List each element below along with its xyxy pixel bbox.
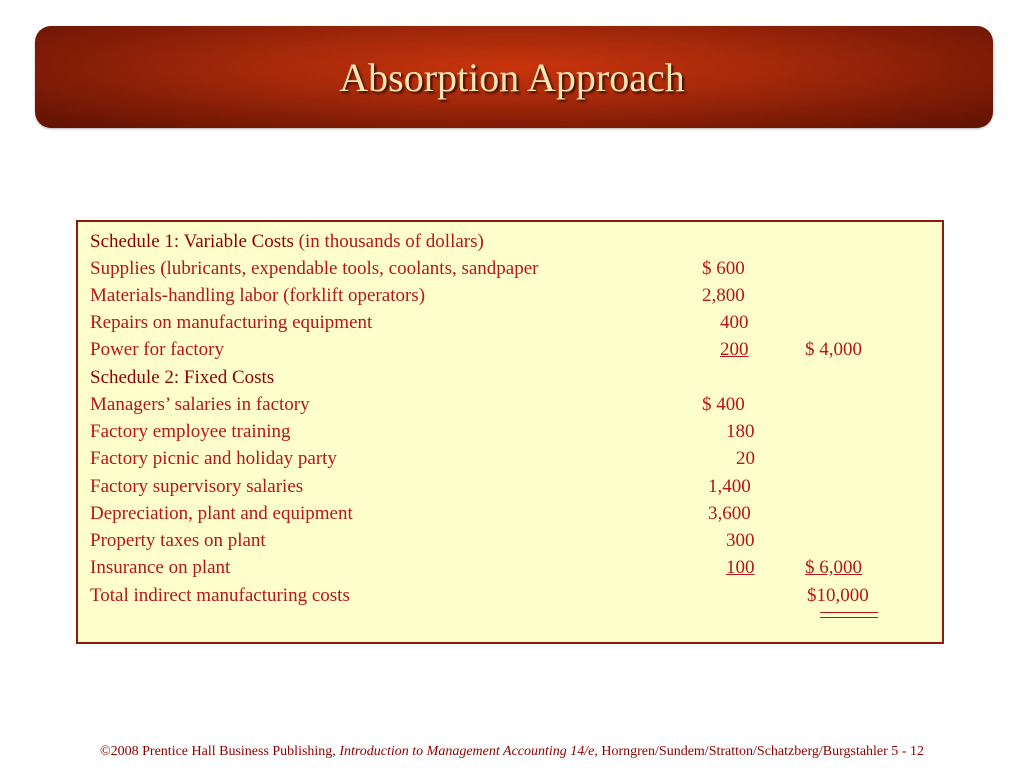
cost-amount: 100 bbox=[726, 557, 755, 578]
schedule1-total: $ 4,000 bbox=[805, 339, 862, 360]
total-label: Total indirect manufacturing costs bbox=[90, 585, 350, 606]
cost-amount: 3,600 bbox=[708, 503, 751, 524]
cost-amount: 300 bbox=[726, 530, 755, 551]
cost-label: Factory employee training bbox=[90, 421, 291, 442]
cost-label: Depreciation, plant and equipment bbox=[90, 503, 353, 524]
cost-label: Supplies (lubricants, expendable tools, coolants, sandpaper bbox=[90, 258, 539, 279]
cost-amount: $ 400 bbox=[702, 394, 745, 415]
cost-amount: 200 bbox=[720, 339, 749, 360]
copyright-footer bbox=[0, 742, 1024, 762]
cost-label: Factory supervisory salaries bbox=[90, 476, 304, 497]
cost-amount: 180 bbox=[726, 421, 755, 442]
cost-schedule-box bbox=[76, 220, 944, 644]
footer-prefix: ©2008 Prentice Hall Business Publishing, bbox=[100, 744, 340, 759]
grand-total: $10,000 bbox=[807, 585, 869, 606]
schedule2-total: $ 6,000 bbox=[805, 557, 862, 578]
cost-label: Factory picnic and holiday party bbox=[90, 448, 337, 469]
cost-label: Managers’ salaries in factory bbox=[90, 394, 310, 415]
cost-amount: 1,400 bbox=[708, 476, 751, 497]
footer-book-title: Introduction to Management Accounting 14/e bbox=[339, 744, 595, 759]
cost-amount: 400 bbox=[720, 312, 749, 333]
cost-amount: $ 600 bbox=[702, 258, 745, 279]
cost-label: Insurance on plant bbox=[90, 557, 231, 578]
schedule1-note: (in thousands of dollars) bbox=[298, 231, 484, 252]
cost-label: Materials-handling labor (forklift operators) bbox=[90, 285, 426, 306]
footer-suffix: , Horngren/Sundem/Stratton/Schatzberg/Burgstahler 5 - 12 bbox=[594, 744, 924, 759]
schedule1-heading: Schedule 1: Variable Costs bbox=[90, 231, 294, 252]
cost-label: Property taxes on plant bbox=[90, 530, 266, 551]
slide-title: Absorption Approach bbox=[339, 55, 685, 100]
cost-amount: 2,800 bbox=[702, 285, 745, 306]
cost-amount: 20 bbox=[736, 448, 755, 469]
schedule2-heading: Schedule 2: Fixed Costs bbox=[90, 367, 275, 388]
cost-label: Repairs on manufacturing equipment bbox=[90, 312, 373, 333]
double-underline bbox=[820, 612, 878, 618]
cost-label: Power for factory bbox=[90, 339, 225, 360]
